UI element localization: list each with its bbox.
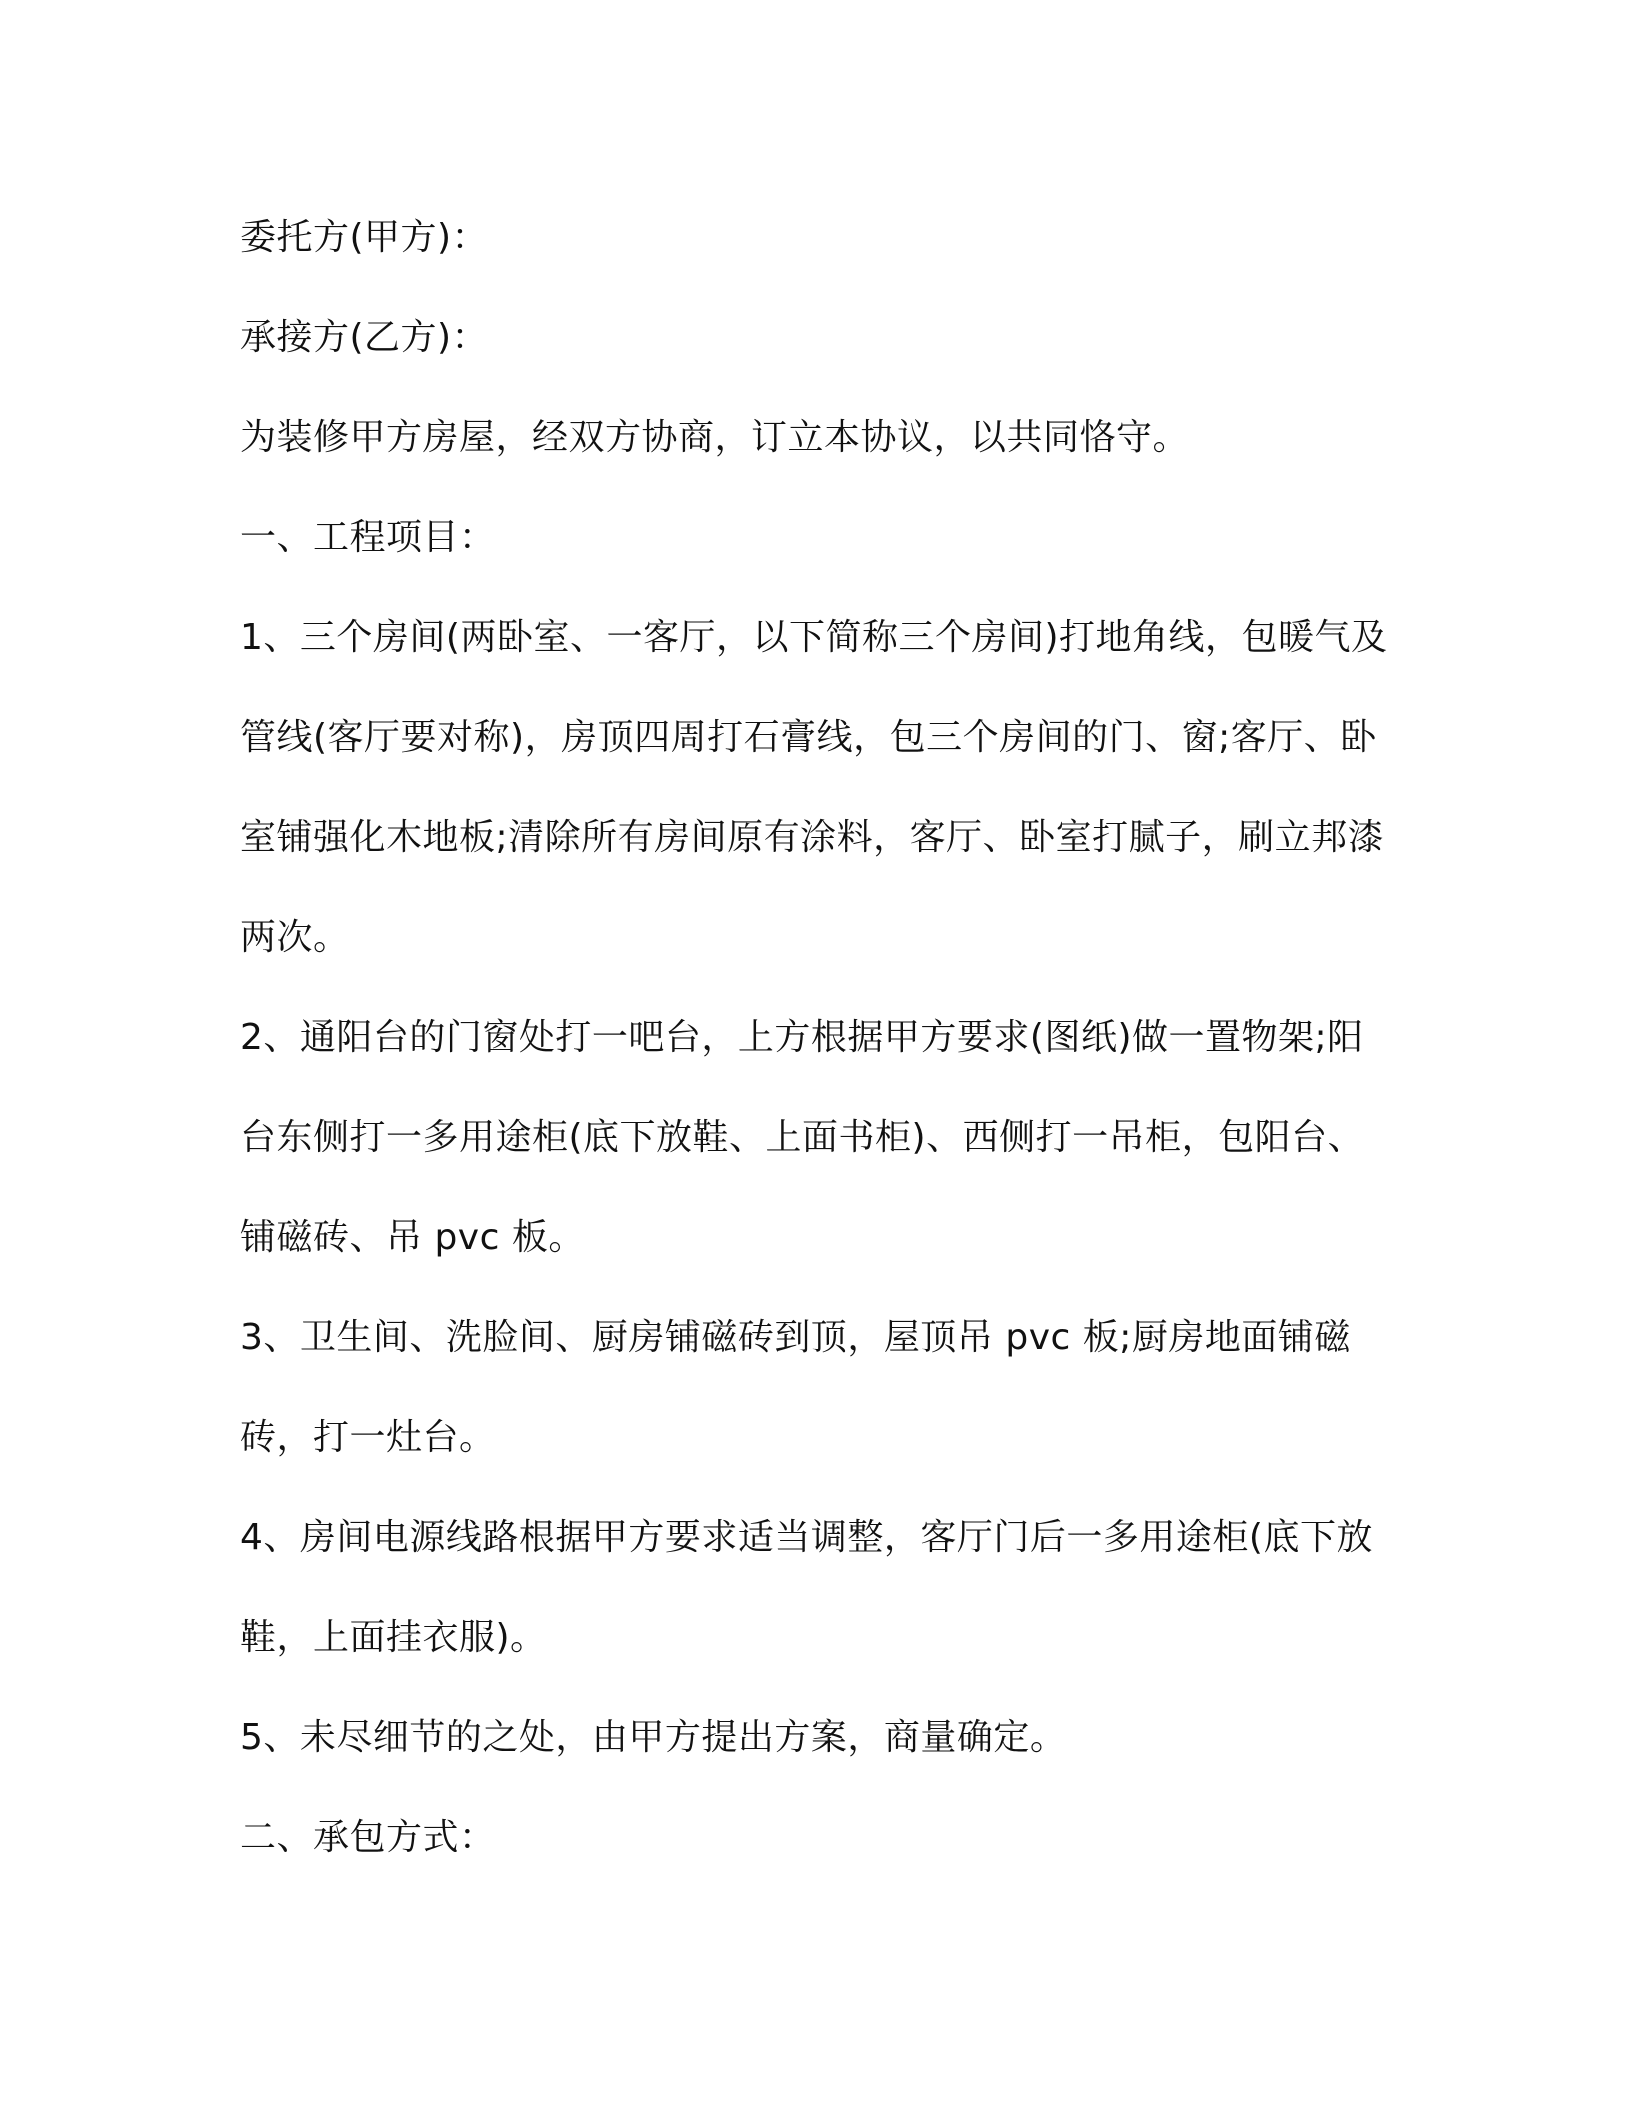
project-item-1: 1、三个房间(两卧室、一客厅，以下简称三个房间)打地角线，包暖气及管线(客厅要对称)，房顶四周打石膏线，包三个房间的门、窗;客厅、卧室铺强化木地板;清除所有房间原有涂料，客厅、卧室打腻子，刷立邦漆两次。 xyxy=(240,617,1388,958)
project-item-5: 5、未尽细节的之处，由甲方提出方案，商量确定。 xyxy=(240,1717,1067,1758)
document-body xyxy=(240,188,1390,1888)
project-item-2: 2、通阳台的门窗处打一吧台，上方根据甲方要求(图纸)做一置物架;阳台东侧打一多用途柜(底下放鞋、上面书柜)、西侧打一吊柜，包阳台、铺磁砖、吊 pvc 板。 xyxy=(240,1017,1365,1258)
agreement-intro: 为装修甲方房屋，经双方协商，订立本协议，以共同恪守。 xyxy=(240,417,1190,458)
project-item-3: 3、卫生间、洗脸间、厨房铺磁砖到顶，屋顶吊 pvc 板;厨房地面铺磁砖，打一灶台。 xyxy=(240,1317,1351,1458)
section-heading-project: 一、工程项目： xyxy=(240,517,496,558)
section-heading-contract-method: 二、承包方式： xyxy=(240,1817,496,1858)
project-item-4: 4、房间电源线路根据甲方要求适当调整，客厅门后一多用途柜(底下放鞋，上面挂衣服)。 xyxy=(240,1517,1373,1658)
party-a-line: 委托方(甲方)： xyxy=(240,217,489,258)
party-b-line: 承接方(乙方)： xyxy=(240,317,489,358)
